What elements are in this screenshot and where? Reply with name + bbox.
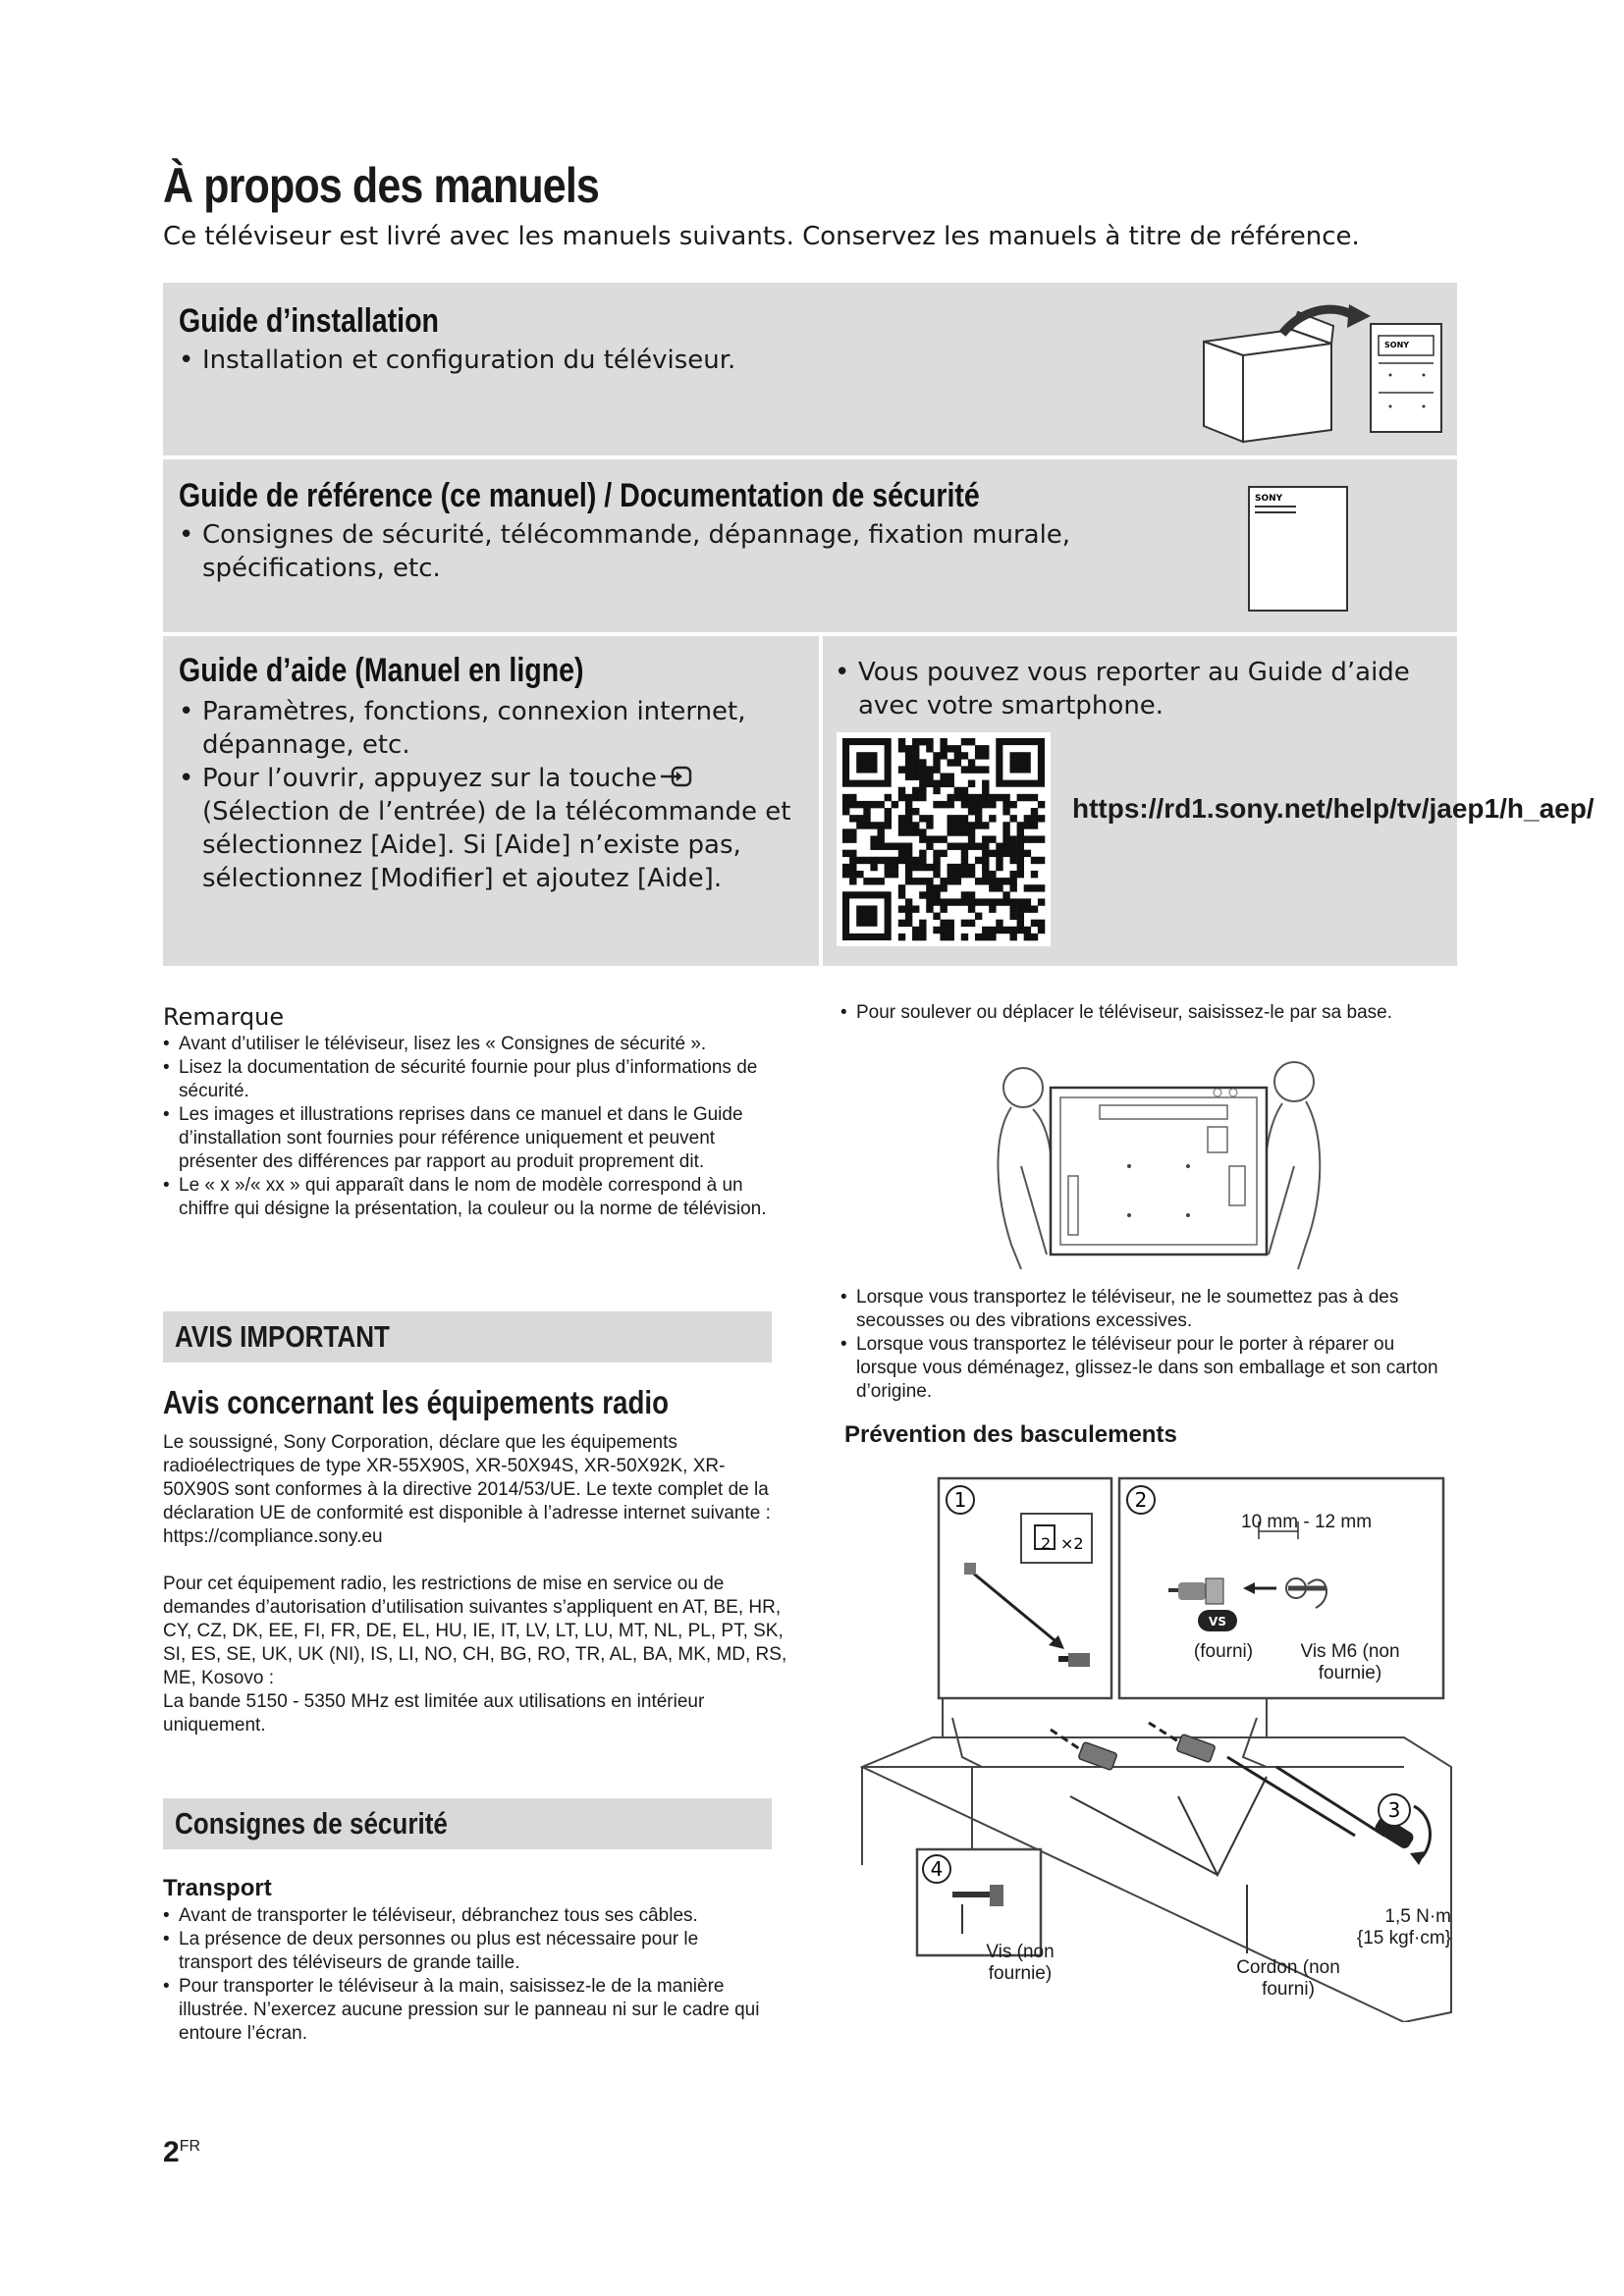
cord-not-supplied-label: Cordon (non fourni) xyxy=(1236,1957,1340,2000)
svg-text:4: 4 xyxy=(930,1857,944,1881)
help-url-link[interactable]: https://rd1.sony.net/help/tv/jaep1/h_aep/ xyxy=(1072,793,1595,824)
avis-section-bar xyxy=(163,1311,772,1362)
vs-caption: (fourni) xyxy=(1193,1641,1254,1662)
radio-notice-para: La bande 5150 - 5350 MHz est limitée aux utilisations en intérieur uniquement. xyxy=(163,1691,705,1735)
step-2-badge xyxy=(1125,1484,1157,1516)
safety-section-title: Consignes de sécurité xyxy=(175,1806,448,1841)
radio-notice-text xyxy=(163,1431,791,1737)
installation-guide-box xyxy=(163,283,1457,455)
radio-notice-title: Avis concernant les équipements radio xyxy=(163,1384,670,1420)
avis-section-title: AVIS IMPORTANT xyxy=(175,1319,390,1354)
help-smartphone-box xyxy=(823,636,1595,966)
list-item: • Lorsque vous transportez le téléviseur, ne le soumettez pas à des secousses ou des vibrations excessives. xyxy=(840,1286,1449,1333)
reference-guide-title: Guide de référence (ce manuel) / Documentation de sécurité xyxy=(179,477,980,514)
list-item: • Consignes de sécurité, télécommande, dépannage, fixation murale, spécifications, etc. xyxy=(179,518,1102,585)
list-item: • Pour soulever ou déplacer le téléviseur, saisissez-le par sa base. xyxy=(840,1001,1469,1025)
vs-badge xyxy=(1198,1610,1237,1631)
list-item: • Pour l’ouvrir, appuyez sur la touche (Sélection de l’entrée) de la télécommande et sélectionnez [Aide]. Si [Aide] n’existe pas, sélectionnez [Modifier] et ajoutez [Aide]. xyxy=(179,762,807,895)
radio-notice-para: Le soussigné, Sony Corporation, déclare que les équipements radioélectriques de type XR-55X90S, XR-50X94S, XR-50X92K, XR-50X90S sont conformes à la directive 2014/53/UE. Le texte complet de la déclaration UE de conformité est disponible à l’adresse internet suivante : xyxy=(163,1432,771,1523)
qr-code-icon[interactable] xyxy=(837,732,1051,946)
list-item: • Paramètres, fonctions, connexion internet, dépannage, etc. xyxy=(179,695,807,762)
list-item: • Lorsque vous transportez le téléviseur pour le porter à réparer ou lorsque vous déménagez, glissez-le dans son emballage et son carton d’origine. xyxy=(840,1333,1449,1404)
tv-box-manual-icon xyxy=(1184,304,1449,452)
list-item: • Le « x »/« xx » qui apparaît dans le nom de modèle correspond à un chiffre qui désigne la présentation, la couleur ou la norme de télévision. xyxy=(163,1174,772,1221)
list-item: • Avant de transporter le téléviseur, débranchez tous ses câbles. xyxy=(163,1904,772,1928)
safety-section-bar xyxy=(163,1798,772,1849)
transport-title: Transport xyxy=(163,1875,272,1901)
svg-text:2: 2 xyxy=(1134,1488,1148,1512)
step-1-badge xyxy=(945,1484,976,1516)
remarque-title: Remarque xyxy=(163,1003,285,1031)
screw-not-supplied-label: Vis (non fournie) xyxy=(986,1942,1055,1984)
svg-text:VS: VS xyxy=(1209,1615,1226,1629)
list-item: • Lisez la documentation de sécurité fournie pour plus d’informations de sécurité. xyxy=(163,1056,772,1103)
help-guide-list xyxy=(179,695,807,895)
torque-label: 1,5 N·m xyxy=(1384,1906,1451,1927)
list-item: • Vous pouvez vous reporter au Guide d’aide avec votre smartphone. xyxy=(835,656,1443,722)
help-guide-title: Guide d’aide (Manuel en ligne) xyxy=(179,652,584,689)
input-select-icon xyxy=(661,765,694,790)
page-intro: Ce téléviseur est livré avec les manuels suivants. Conservez les manuels à titre de référence. xyxy=(163,222,1360,251)
anti-tip-diagram xyxy=(854,1472,1459,2022)
help-guide-box xyxy=(163,636,819,966)
compliance-url[interactable]: https://compliance.sony.eu xyxy=(163,1526,383,1547)
dimension-label: 10 mm - 12 mm xyxy=(1241,1512,1373,1532)
list-item: • La présence de deux personnes ou plus est nécessaire pour le transport des téléviseurs de grande taille. xyxy=(163,1928,772,1975)
remarque-list xyxy=(163,1033,772,1221)
list-item: • Pour transporter le téléviseur à la main, saisissez-le de la manière illustrée. N’exercez aucune pression sur le panneau ni sur le cadre qui entoure l’écran. xyxy=(163,1975,772,2046)
page-title: À propos des manuels xyxy=(163,158,599,213)
m6-caption: Vis M6 (non fournie) xyxy=(1300,1641,1400,1683)
screw-count-badge xyxy=(1037,1527,1096,1557)
list-item: • Les images et illustrations reprises dans ce manuel et dans le Guide d’installation sont fournies pour référence uniquement et peuvent présenter des différences par rapport au produit proprement dit. xyxy=(163,1103,772,1174)
reference-guide-box xyxy=(163,459,1457,632)
lift-note-list xyxy=(840,1001,1469,1025)
reference-guide-list xyxy=(179,518,1102,585)
page-lang: FR xyxy=(179,2138,201,2155)
svg-text:×2: ×2 xyxy=(1060,1534,1084,1553)
list-item: • Avant d’utiliser le téléviseur, lisez les « Consignes de sécurité ». xyxy=(163,1033,772,1056)
radio-notice-para: Pour cet équipement radio, les restrictions de mise en service ou de demandes d’autorisation d’utilisation suivantes s’appliquent en AT, BE, HR, CY, CZ, DK, EE, FI, FR, DE, EL, HU, IE, IT, LV, LT, LU, MT, NL, PL, PT, SK, SI, ES, SE, UK, UK (NI), IS, LI, NO, CH, BG, RO, TR, AL, BA, MK, MD, RS, ME, Kosovo : xyxy=(163,1574,787,1688)
transport-list xyxy=(163,1904,772,2046)
installation-guide-list xyxy=(179,344,1062,377)
smartphone-note-list xyxy=(835,656,1443,722)
installation-guide-title: Guide d’installation xyxy=(179,302,439,340)
manual-booklet-icon xyxy=(1247,485,1349,613)
page-number: $2^{FR}$ xyxy=(163,2136,201,2168)
step-4-badge xyxy=(921,1853,952,1885)
svg-text:2: 2 xyxy=(1041,1534,1052,1553)
brand-label: SONY xyxy=(1255,494,1283,504)
torque-kgf-label: {15 kgf·cm} xyxy=(1356,1928,1451,1949)
qr-code-frame xyxy=(837,732,1051,946)
brand-label: SONY xyxy=(1384,341,1410,349)
step-3-badge xyxy=(1377,1792,1412,1828)
tip-prevention-title: Prévention des basculements xyxy=(844,1421,1177,1448)
svg-text:1: 1 xyxy=(953,1488,967,1512)
two-people-carrying-tv-illustration xyxy=(982,1048,1335,1274)
svg-text:3: 3 xyxy=(1387,1798,1401,1822)
right-transport-list xyxy=(840,1286,1449,1404)
list-item: • Installation et configuration du téléviseur. xyxy=(179,344,1062,377)
